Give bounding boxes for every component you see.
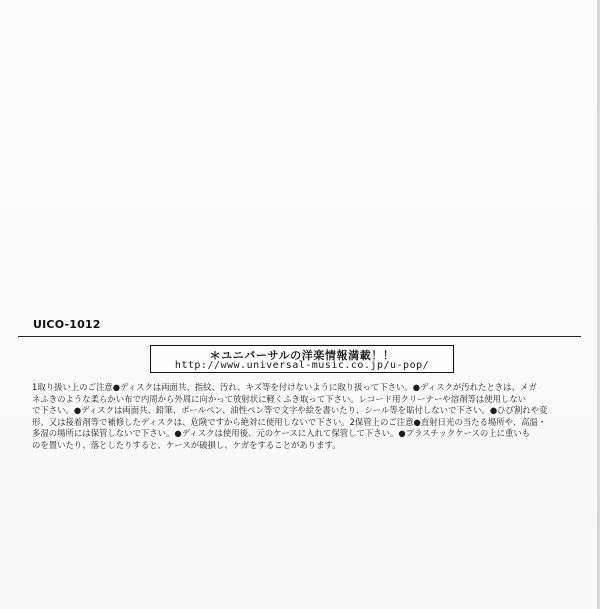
catalog-number: UICO-1012: [33, 318, 101, 331]
horizontal-divider: [18, 336, 581, 337]
handling-notes: [32, 382, 568, 452]
notes-line: 多湿の場所には保管しないで下さい。●ディスクは使用後、元のケースに入れて保管して下さい。●プラスチックケースの上に重いも: [32, 428, 531, 439]
notes-line: のを置いたり、落としたりすると、ケースが破損し、ケガをすることがあります。: [32, 439, 341, 450]
notes-line: 1取り扱い上のご注意●ディスクは両面共、指紋、汚れ、キズ等を付けないように取り扱って下さい。●ディスクが汚れたときは、メガ: [32, 382, 537, 392]
banner-url[interactable]: http://www.universal-music.co.jp/u-pop/: [174, 360, 430, 371]
notes-line: ネふきのような柔らかい布で内周から外周に向かって放射状に軽くふき取って下さい。レコード用クリーナーや溶剤等は使用しない: [32, 393, 527, 404]
info-banner: [150, 345, 454, 373]
notes-line: で下さい。●ディスクは両面共、鉛筆、ボールペン、油性ペン等で文字や絵を書いたり、シール等を貼付しないで下さい。●ひび割れや変: [32, 405, 548, 416]
banner-title: ＊ユニバーサルの洋楽情報満載！！: [209, 349, 395, 362]
notes-line: 形、又は接着剤等で補修したディスクは、危険ですから絶対に使用しないで下さい。2保管上のご注意●直射日光の当たる場所や、高温・: [32, 416, 547, 427]
